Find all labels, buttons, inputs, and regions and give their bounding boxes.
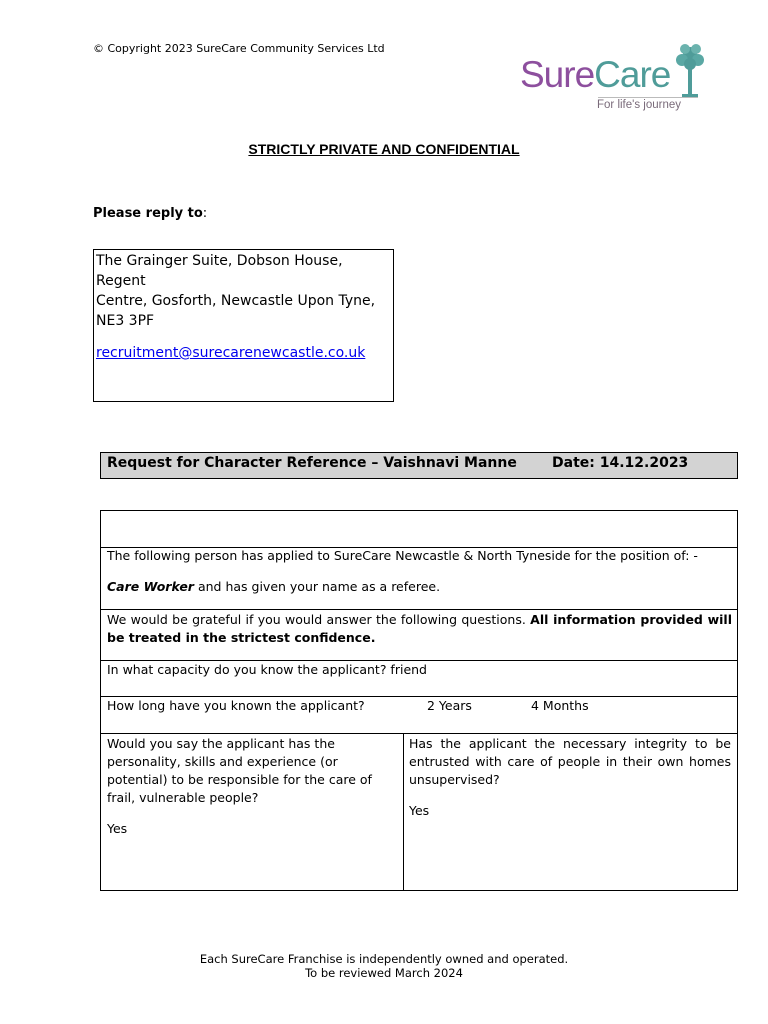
confidential-heading	[0, 141, 768, 157]
reply-to-label-text: Please reply to	[93, 206, 203, 221]
form-row-duration	[101, 696, 737, 733]
position-line	[107, 579, 733, 594]
address-line: Centre, Gosforth, Newcastle Upon Tyne,	[96, 293, 376, 309]
integrity-answer: Yes	[409, 803, 430, 818]
capacity-question-answer: In what capacity do you know the applicant? friend	[107, 662, 427, 677]
surecare-logo	[520, 40, 710, 115]
request-date: Date: 14.12.2023	[552, 455, 689, 471]
logo-word-sure: Sure	[520, 54, 595, 95]
reply-to-colon: :	[202, 206, 208, 221]
footer-franchise-note: Each SureCare Franchise is independently owned and operated.	[199, 952, 569, 966]
logo-tagline: For life's journey	[597, 99, 682, 111]
grateful-text: We would be grateful if you would answer the following questions.	[107, 612, 531, 627]
reference-form-table	[100, 510, 738, 891]
form-row-suitability	[101, 733, 737, 890]
position-name: Care Worker	[107, 579, 194, 594]
reply-address-box	[93, 249, 394, 402]
recruitment-email-link[interactable]: recruitment@surecarenewcastle.co.uk	[96, 345, 366, 361]
skills-question: Would you say the applicant has the personality, skills and experience (or potential) to be responsible for the care of frail, vulnerable people?	[107, 736, 372, 805]
logo-wordmark	[520, 54, 670, 96]
form-row-confidence	[101, 609, 737, 660]
logo-word-care: Care	[594, 54, 671, 95]
column-divider	[403, 733, 404, 890]
confidence-notice	[107, 611, 732, 647]
confidential-heading-text: STRICTLY PRIVATE AND CONFIDENTIAL	[248, 141, 520, 157]
footer-review-note: To be reviewed March 2024	[305, 966, 463, 980]
duration-years: 2 Years	[427, 698, 472, 713]
form-row-capacity	[101, 660, 737, 696]
duration-question: How long have you known the applicant?	[107, 698, 365, 713]
form-row-position	[101, 547, 737, 609]
copyright-notice: © Copyright 2023 SureCare Community Services Ltd	[93, 42, 385, 55]
address-line: The Grainger Suite, Dobson House, Regent	[96, 253, 343, 289]
skills-answer: Yes	[107, 821, 128, 836]
duration-months: 4 Months	[531, 698, 589, 713]
position-tail: and has given your name as a referee.	[193, 579, 441, 594]
reference-request-title: Request for Character Reference – Vaishnavi Manne	[107, 455, 517, 471]
integrity-question: Has the applicant the necessary integrity to be entrusted with care of people in their own homes unsupervised?	[409, 736, 731, 787]
position-intro-text: The following person has applied to SureCare Newcastle & North Tyneside for the position of: -	[107, 548, 698, 563]
reply-to-label	[93, 206, 207, 221]
tree-icon	[670, 40, 710, 100]
address-line: NE3 3PF	[96, 313, 155, 329]
logo-divider	[598, 97, 698, 98]
reference-request-bar	[100, 452, 738, 479]
confidence-text: All information provided will be treated in the strictest confidence.	[107, 612, 732, 645]
footer	[0, 952, 768, 980]
